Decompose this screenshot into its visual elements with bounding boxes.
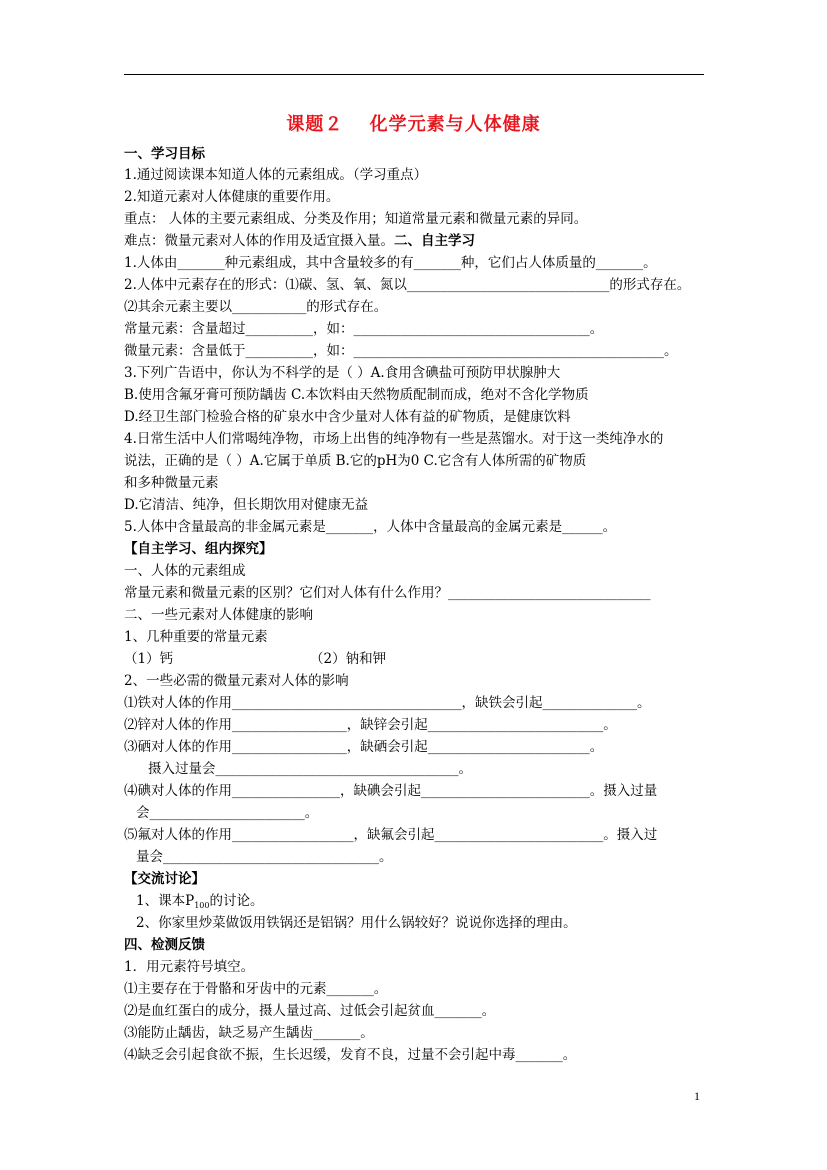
discussion-1: 1、课本$P_{100}$的讨论。 bbox=[136, 893, 264, 910]
feedback-item-4: ⑷缺乏会引起食欲不振，生长迟缓，发育不良，过量不会引起中毒_______。 bbox=[124, 1047, 577, 1063]
zinc-item: ⑵锌对人体的作用_________________，缺锌会引起__________________________。 bbox=[124, 717, 617, 733]
subsection-element-effects: 二、一些元素对人体健康的影响 bbox=[124, 607, 313, 623]
selenium-item: ⑶硒对人体的作用_________________，缺硒会引起________________________。 bbox=[124, 739, 604, 755]
feedback-item-2: ⑵是血红蛋白的成分，摄人量过高、过低会引起贫血_______。 bbox=[124, 1003, 496, 1019]
question-4-option-d: D.它清洁、纯净，但长期饮用对健康无益 bbox=[124, 497, 369, 513]
question-3: 3.下列广告语中，你认为不科学的是（ ）A.食用含碘盐可预防甲状腺肿大 bbox=[124, 365, 561, 381]
macro-elements-line: 常量元素：含量超过__________，如：___________________________________。 bbox=[124, 321, 604, 337]
fluorine-excess: 量会________________________________。 bbox=[136, 849, 393, 865]
question-2-part-2: ⑵其余元素主要以___________的形式存在。 bbox=[124, 299, 388, 315]
question-4-options: 说法，正确的是（ ）A.它属于单质 B.它的pH为0 C.它含有人体所需的矿物质 bbox=[124, 453, 587, 469]
discussion-2: 2、你家里炒菜做饭用铁锅还是铝锅？用什么锅较好？说说你选择的理由。 bbox=[136, 915, 577, 931]
feedback-question-1: 1．用元素符号填空。 bbox=[124, 959, 255, 975]
section-heading-group-inquiry: 【自主学习、组内探究】 bbox=[124, 541, 273, 557]
sodium-potassium-item: （2）钠和钾 bbox=[310, 651, 387, 667]
page-title: 课题２ 化学元素与人体健康 bbox=[286, 114, 541, 135]
difficulty-line: 难点：微量元素对人体的作用及适宜摄入量。二、自主学习 bbox=[124, 233, 475, 249]
macro-elements-heading: 1、几种重要的常量元素 bbox=[124, 629, 268, 645]
key-point: 重点： 人体的主要元素组成、分类及作用；知道常量元素和微量元素的异同。 bbox=[124, 211, 588, 227]
question-4-option-c-cont: 和多种微量元素 bbox=[124, 475, 219, 491]
section-heading-discussion: 【交流讨论】 bbox=[124, 871, 205, 887]
answer-blank: ______________________________ bbox=[448, 585, 651, 601]
question-1: 1.人体由_______种元素组成，其中含量较多的有_______种，它们占人体质量的_______。 bbox=[124, 255, 657, 271]
goal-1: 1.通过阅读课本知道人体的元素组成。（学习重点） bbox=[124, 167, 428, 183]
question-3-options-bc: B.使用含氟牙膏可预防龋齿 C.本饮料由天然物质配制而成，绝对不含化学物质 bbox=[124, 387, 589, 403]
subsection-element-composition: 一、人体的元素组成 bbox=[124, 563, 246, 579]
calcium-item: （1）钙 bbox=[124, 651, 174, 667]
fluorine-item: ⑸氟对人体的作用__________________，缺氟会引起_________________________。摄入过 bbox=[124, 827, 658, 843]
page-number: 1 bbox=[694, 1089, 700, 1103]
micro-elements-heading: 2、一些必需的微量元素对人体的影响 bbox=[124, 673, 349, 689]
iodine-excess: 会_______________________。 bbox=[136, 805, 319, 821]
iodine-item: ⑷碘对人体的作用________________，缺碘会引起_________________________。摄入过量 bbox=[124, 783, 658, 799]
iron-item: ⑴铁对人体的作用__________________________________，缺铁会引起______________。 bbox=[124, 695, 651, 711]
micro-elements-line: 微量元素：含量低于__________，如：______________________________________________。 bbox=[124, 343, 678, 359]
question-2: 2.人体中元素存在的形式：⑴碳、氢、氧、氮以______________________________的形式存在。 bbox=[124, 277, 691, 293]
selenium-excess: 摄入过量会____________________________________。 bbox=[148, 761, 472, 777]
feedback-item-1: ⑴主要存在于骨骼和牙齿中的元素_______。 bbox=[124, 981, 388, 997]
inquiry-question: 常量元素和微量元素的区别？它们对人体有什么作用？______________________________ bbox=[124, 585, 651, 601]
question-4: 4.日常生活中人们常喝纯净物，市场上出售的纯净物有一些是蒸馏水。对于这一类纯净水的 bbox=[124, 431, 664, 447]
goal-2: 2.知道元素对人体健康的重要作用。 bbox=[124, 189, 340, 205]
section-heading-goals: 一、学习目标 bbox=[124, 146, 205, 162]
section-heading-feedback: 四、检测反馈 bbox=[124, 937, 205, 953]
question-5: 5.人体中含量最高的非金属元素是_______，人体中含量最高的金属元素是______。 bbox=[124, 519, 617, 535]
header-rule bbox=[124, 74, 704, 75]
question-3-option-d: D.经卫生部门检验合格的矿泉水中含少量对人体有益的矿物质，是健康饮料 bbox=[124, 409, 571, 425]
section-heading-self-study: 二、自主学习 bbox=[394, 233, 475, 249]
feedback-item-3: ⑶能防止龋齿，缺乏易产生龋齿_______。 bbox=[124, 1025, 374, 1041]
